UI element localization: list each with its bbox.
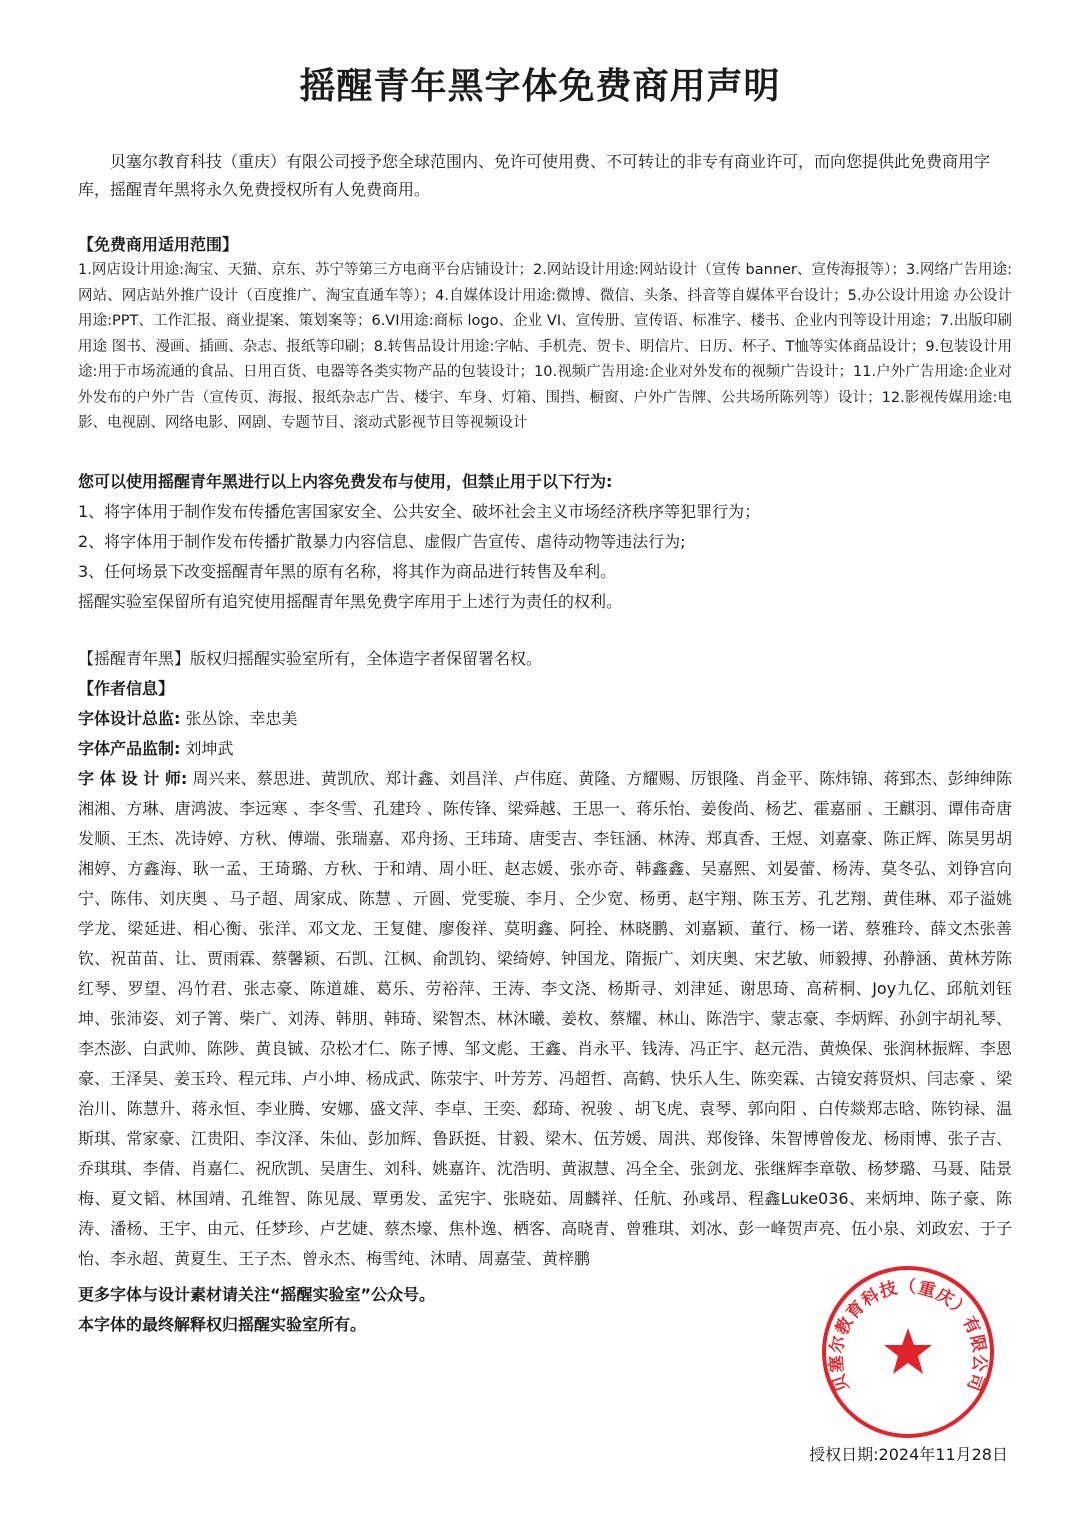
follow-note: 更多字体与设计素材请关注“摇醒实验室”公众号。 <box>78 1285 436 1304</box>
copyright-line: 【摇醒青年黑】版权归摇醒实验室所有，全体造字者保留署名权。 <box>78 649 543 668</box>
designers-value: 周兴来、蔡思进、黄凯欣、郑计鑫、刘昌洋、卢伟庭、黄隆、方耀赐、厉银隆、肖金平、陈炜锦、蒋郅杰、彭绅绅陈湘湘、方琳、唐鸿波、李远寒 、李冬雪、孔建玲 、陈传锋、梁舜越、王思一、蒋乐怡、姜俊尚、杨艺、霍嘉丽 、王麒羽、谭伟奇唐发顺、王杰、冼诗婷、方秋、傅端、张瑞嘉、邓舟扬、王玮琦、唐雯吉、李钰涵、林涛、郑真香、王煜、刘嘉豪、陈正辉、陈昊男胡湘婷、方鑫海、耿一孟、王琦璐、方秋、于和靖、周小旺、赵志媛、张亦奇、韩鑫鑫、吴嘉熙、刘晏蕾、杨涛、莫冬弘、刘铮宫向宁、陈伟、刘庆奥 、马子超、周家成、陈慧 、亓圆、党雯璇、李月、仝少宽、杨勇、赵宇翔、陈玉芳、孔艺翔、黄佳琳、邓子溢姚学龙、梁延进、相心衡、张洋、邓文龙、王复健、廖俊祥、莫明鑫、阿拴、林晓鹏、刘嘉颖、董行、杨一诺、蔡雅玲、薛文杰张善钦、祝苗苗、让、贾雨霖、蔡馨颖、石凯、江枫、俞凯钧、梁绮婷、钟国龙、隋振广、刘庆奥、宋艺敏、师毅搏、孙静涵、黄林芳陈红琴、罗望、冯竹君、张志豪、陈道雄、葛乐、劳裕萍、王涛、李文浇、杨斯寻、刘津延、谢思琦、高菥桐、Joy九亿、邱航刘钰坤、张沛姿、刘子箐、柴广、刘涛、韩朋、韩琦、梁智杰、林沐曦、姜枚、蔡耀、林山、陈浩宇、蒙志豪、李炳辉、孙剑宇胡礼琴、李杰澎、白武帅、陈陟、黄良铖、尕松才仁、陈子博、邹文彪、王鑫、肖永平、钱涛、冯正宇、赵元浩、黄焕保、张润林振辉、李恩豪、王泽昊、姜玉玲、程元玮、卢小坤、杨成武、陈荥宇、叶芳芳、冯超哲、高鹤、快乐人生、陈奕霖、古镜安蒋贤炽、闫志豪 、梁治川、陈慧升、蒋永恒、李业腾、安娜、盛文萍、李卓、王奕、郄琦、祝骏 、胡飞虎、袁琴、郭向阳 、白传燚郑志晗、陈钧禄、温斯琪、常家豪、江贵阳、李汶泽、朱仙、彭加辉、鲁跃挺、甘毅、梁木、伍芳媛、周洪、郑俊锋、朱智博曾俊龙、杨雨博、张子吉、乔琪琪、李倩、肖嘉仁、祝欣凯、吴唐生、刘科、姚嘉许、沈浩明、黄淑慧、冯全全、张剑龙、张继辉李章敬、杨梦璐、马聂、陆景梅、夏文韬、林国靖、孔维智、陈见晟、覃勇发、孟宪宇、张晓茹、周麟祥、任航、孙彧昂、程鑫Luke036、来炳坤、陈子豪、陈涛、潘杨、王宇、由元、任梦珍、卢艺婕、蔡杰壕、焦朴逸、栖客、高晓青、曾雅琪、刘冰、彭一峰贺声亮、伍小泉、刘政宏、于子怡、李永超、黄夏生、王子杰、曾永杰、梅雪纯、沐晴、周嘉莹、黄梓鹏 <box>78 769 1012 1268</box>
seal-text: 贝塞尔教育科技（重庆）有限公司 <box>826 1277 990 1395</box>
intro-paragraph: 贝塞尔教育科技（重庆）有限公司授予您全球范围内、免许可使用费、不可转让的非专有商业许可，而向您提供此免费商用字库，摇醒青年黑将永久免费授权所有人免费商用。 <box>78 152 991 199</box>
rights-reservation: 摇醒实验室保留所有追究使用摇醒青年黑免费字库用于上述行为责任的权利。 <box>78 592 623 611</box>
director-value: 张丛馀、幸忠美 <box>185 709 298 728</box>
product-label: 字体产品监制: <box>78 739 181 758</box>
authorization-date: 授权日期:2024年11月28日 <box>809 1445 1008 1464</box>
product-value: 刘坤武 <box>185 739 234 758</box>
director-label: 字体设计总监: <box>78 709 181 728</box>
scope-section <box>78 232 1012 437</box>
designers-line <box>78 764 1012 1274</box>
director-line <box>78 704 1012 734</box>
seal-star-icon <box>884 1328 932 1374</box>
author-heading: 【作者信息】 <box>78 679 175 698</box>
scope-heading: 【免费商用适用范围】 <box>78 235 239 254</box>
designers-label: 字 体 设 计 师: <box>78 769 188 788</box>
scope-text: 1.网店设计用途:淘宝、天猫、京东、苏宁等第三方电商平台店铺设计；2.网站设计用途:网站设计（宣传 banner、宣传海报等）；3.网络广告用途:网站、网店站外推广设计（百度推广、淘宝直通车等）；4.自媒体设计用途:微博、微信、头条、抖音等自媒体平台设计；5.办公设计用途 办公设计用途:PPT、工作汇报、商业提案、策划案等；6.VI用途:商标 logo、企业 VI、宣传册、宣传语、标准字、楼书、企业内刊等设计用途；7.出版印刷用途 图书、漫画、插画、杂志、报纸等印刷；8.转售品设计用途:字帖、手机壳、贺卡、明信片、日历、杯子、T恤等实体商品设计；9.包装设计用途:用于市场流通的食品、日用百货、电器等各类实物产品的包装设计；10.视频广告用途:企业对外发布的视频广告设计；11.户外广告用途:企业对外发布的户外广告（宣传页、海报、报纸杂志广告、楼宇、车身、灯箱、围挡、橱窗、户外广告牌、公共场所陈列等）设计；12.影视传媒用途:电影、电视剧、网络电影、网剧、专题节目、滚动式影视节目等视频设计 <box>78 262 1012 431</box>
page-title: 摇醒青年黑字体免费商用声明 <box>299 66 781 107</box>
rights-note: 本字体的最终解释权归摇醒实验室所有。 <box>78 1315 367 1334</box>
restrictions-heading: 您可以使用摇醒青年黑进行以上内容免费发布与使用，但禁止用于以下行为: <box>78 472 613 491</box>
restriction-item: 2、将字体用于制作发布传播扩散暴力内容信息、虚假广告宣传、虐待动物等违法行为; <box>78 532 686 551</box>
product-line <box>78 734 1012 764</box>
credits-section <box>78 644 1012 1274</box>
company-seal <box>818 1262 998 1442</box>
restrictions-section <box>78 467 1012 617</box>
restriction-item: 3、任何场景下改变摇醒青年黑的原有名称，将其作为商品进行转售及牟利。 <box>78 562 617 581</box>
restriction-item: 1、将字体用于制作发布传播危害国家安全、公共安全、破坏社会主义市场经济秩序等犯罪行为； <box>78 502 761 521</box>
